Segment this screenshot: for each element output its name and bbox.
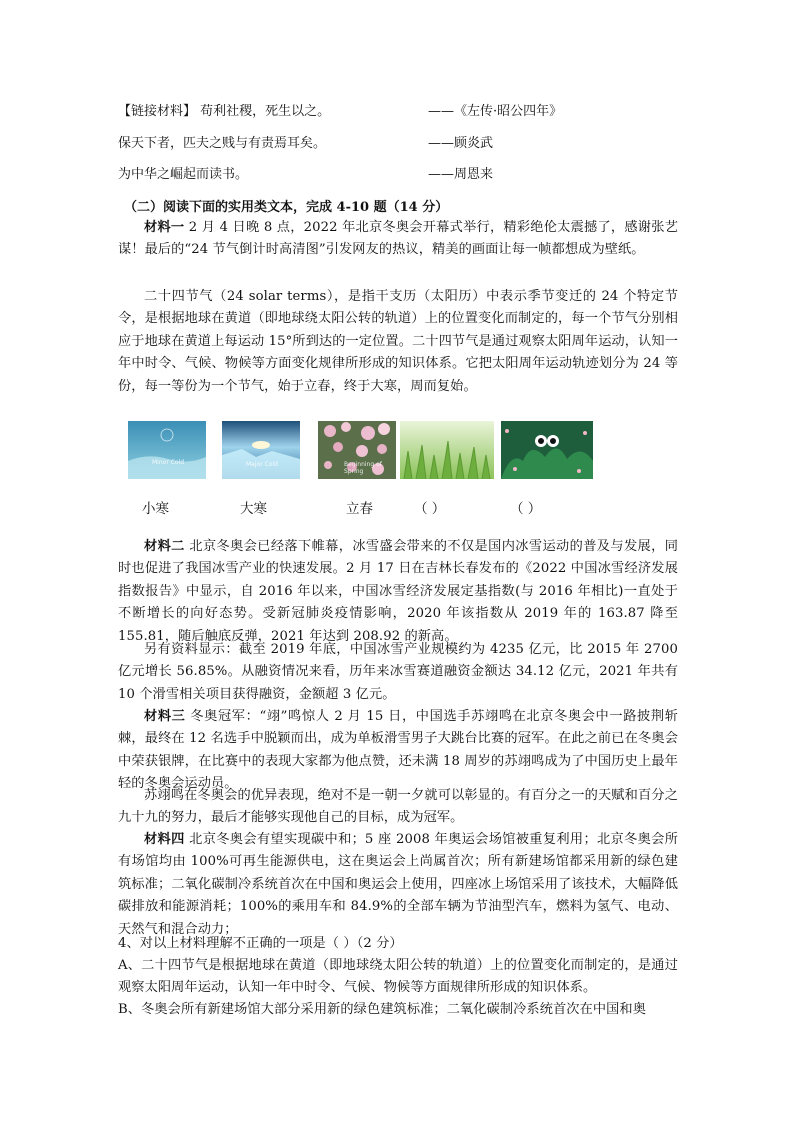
caption-minor-cold: 小寒 <box>142 501 169 517</box>
caption-blank-1: （ ） <box>414 501 446 517</box>
material2-label: 材料二 <box>144 539 185 554</box>
beginning-of-spring-overlay: Beginning of Spring <box>344 461 382 475</box>
minor-cold-overlay: Minor Cold <box>152 459 185 466</box>
material4-paragraph-1 <box>118 829 678 941</box>
question-stem: 4、对以上材料理解不正确的一项是（ ）（2 分） <box>118 936 403 951</box>
material3-paragraph-2: 苏翊鸣在冬奥会的优异表现，绝对不是一朝一夕就可以彰显的。有百分之一的天赋和百分之九十九的努力，最后才能够实现他自己的目标，成为冠军。 <box>118 788 678 826</box>
material1-paragraph-2: 二十四节气（24 solar terms），是指干支历（太阳历）中表示季节变迁的 24 个特定节令，是根据地球在黄道（即地球绕太阳公转的轨道）上的位置变化而制定的，每一个节气分别相应于地球在黄道上每运动 15°所到达的一定位置。二十四节气是通过观察太阳周年运动，认知一年中时令、气候、物候等方面变化规律所形成的知识体系。它把太阳周年运动轨迹划分为 24 等份，每一等份为一个节气，始于立春，终于大寒，周而复始。 <box>118 289 678 394</box>
question-option-b: B、冬奥会所有新建场馆大部分采用新的绿色建筑标准；二氧化碳制冷系统首次在中国和奥 <box>118 1002 646 1017</box>
grass-image <box>400 421 494 479</box>
material3-paragraph-1 <box>118 706 678 796</box>
material3-text-1: 冬奥冠军：“翊”鸣惊人 2 月 15 日，中国选手苏翊鸣在北京冬奥会中一路披荆斩棘，最终在 12 名选手中脱颖而出，成为单板滑雪男子大跳台比赛的冠军。在此之前已在冬奥会中荣获银牌，在比赛中的表现大家都为他点赞，还未满 18 周岁的苏翊鸣成为了中国历史上最年轻的冬奥会运动员。 <box>118 709 678 792</box>
question-option-a: A、二十四节气是根据地球在黄道（即地球绕太阳公转的轨道）上的位置变化而制定的，是通过观察太阳周年运动，认知一年中时令、气候、物候等方面规律所形成的知识体系。 <box>118 958 678 996</box>
beginning-of-spring-image <box>318 421 396 479</box>
material1-text-1: 2 月 4 日晚 8 点，2022 年北京冬奥会开幕式举行，精彩绝伦太震撼了，感谢张艺谋！最后的“24 节气倒计时高清图”引发网友的热议，精美的画面让每一帧都想成为壁纸。 <box>118 220 678 258</box>
link-source-1: ——《左传·昭公四年》 <box>428 104 563 119</box>
minor-cold-image <box>128 421 206 479</box>
caption-beginning-of-spring: 立春 <box>346 501 373 517</box>
link-material-3: 为中华之崛起而读书。 <box>118 167 249 182</box>
major-cold-image <box>222 421 300 479</box>
material2-paragraph-1 <box>118 536 678 648</box>
caption-major-cold: 大寒 <box>240 501 267 517</box>
material4-text-1: 北京冬奥会有望实现碳中和；5 座 2008 年奥运会场馆被重复利用；北京冬奥会所有场馆均由 100%可再生能源供电，这在奥运会上尚属首次；所有新建场馆都采用新的绿色建筑标准；二氧化碳制冷系统首次在中国和奥运会上使用，四座冰上场馆采用了该技术，大幅降低碳排放和能源消耗；100%的乘用车和 84.9%的全部车辆为节油型汽车，燃料为氢气、电动、天然气和混合动力； <box>118 832 678 937</box>
link-source-3: ——周恩来 <box>428 167 494 182</box>
material2-paragraph-2: 另有资料显示：截至 2019 年底，中国冰雪产业规模约为 4235 亿元，比 2015 年 2700 亿元增长 56.85%。从融资情况来看，历年来冰雪赛道融资金额达 34.12 亿元，2021 年共有 10 个滑雪相关项目获得融资，金额超 3 亿元。 <box>118 642 678 702</box>
caption-blank-2: （ ） <box>510 501 542 517</box>
material2-text-1: 北京冬奥会已经落下帷幕，冰雪盛会带来的不仅是国内冰雪运动的普及与发展，同时也促进了我国冰雪产业的快速发展。2 月 17 日在吉林长春发布的《2022 中国冰雪经济发展指数报告》中显示，自 2016 年以来，中国冰雪经济发展定基指数(与 2016 年相比)一直处于不断增长的向好态势。受新冠肺炎疫情影响，2020 年该指数从 2019 年的 163.87 降至 155.81，随后触底反弹，2021 年达到 208.92 的新高。 <box>118 539 678 644</box>
frog-image <box>501 421 593 479</box>
major-cold-overlay: Major Cold <box>246 461 278 468</box>
material4-label: 材料四 <box>144 832 185 847</box>
link-material-1: 【链接材料】 苟利社稷，死生以之。 <box>118 104 331 119</box>
section-heading: （二）阅读下面的实用类文本，完成 4-10 题（14 分） <box>124 200 449 215</box>
material3-label: 材料三 <box>144 709 186 724</box>
material1-paragraph-1 <box>118 217 678 262</box>
link-source-2: ——顾炎武 <box>428 136 494 151</box>
link-material-2: 保天下者，匹夫之贱与有责焉耳矣。 <box>118 136 327 151</box>
material1-label: 材料一 <box>144 220 185 235</box>
